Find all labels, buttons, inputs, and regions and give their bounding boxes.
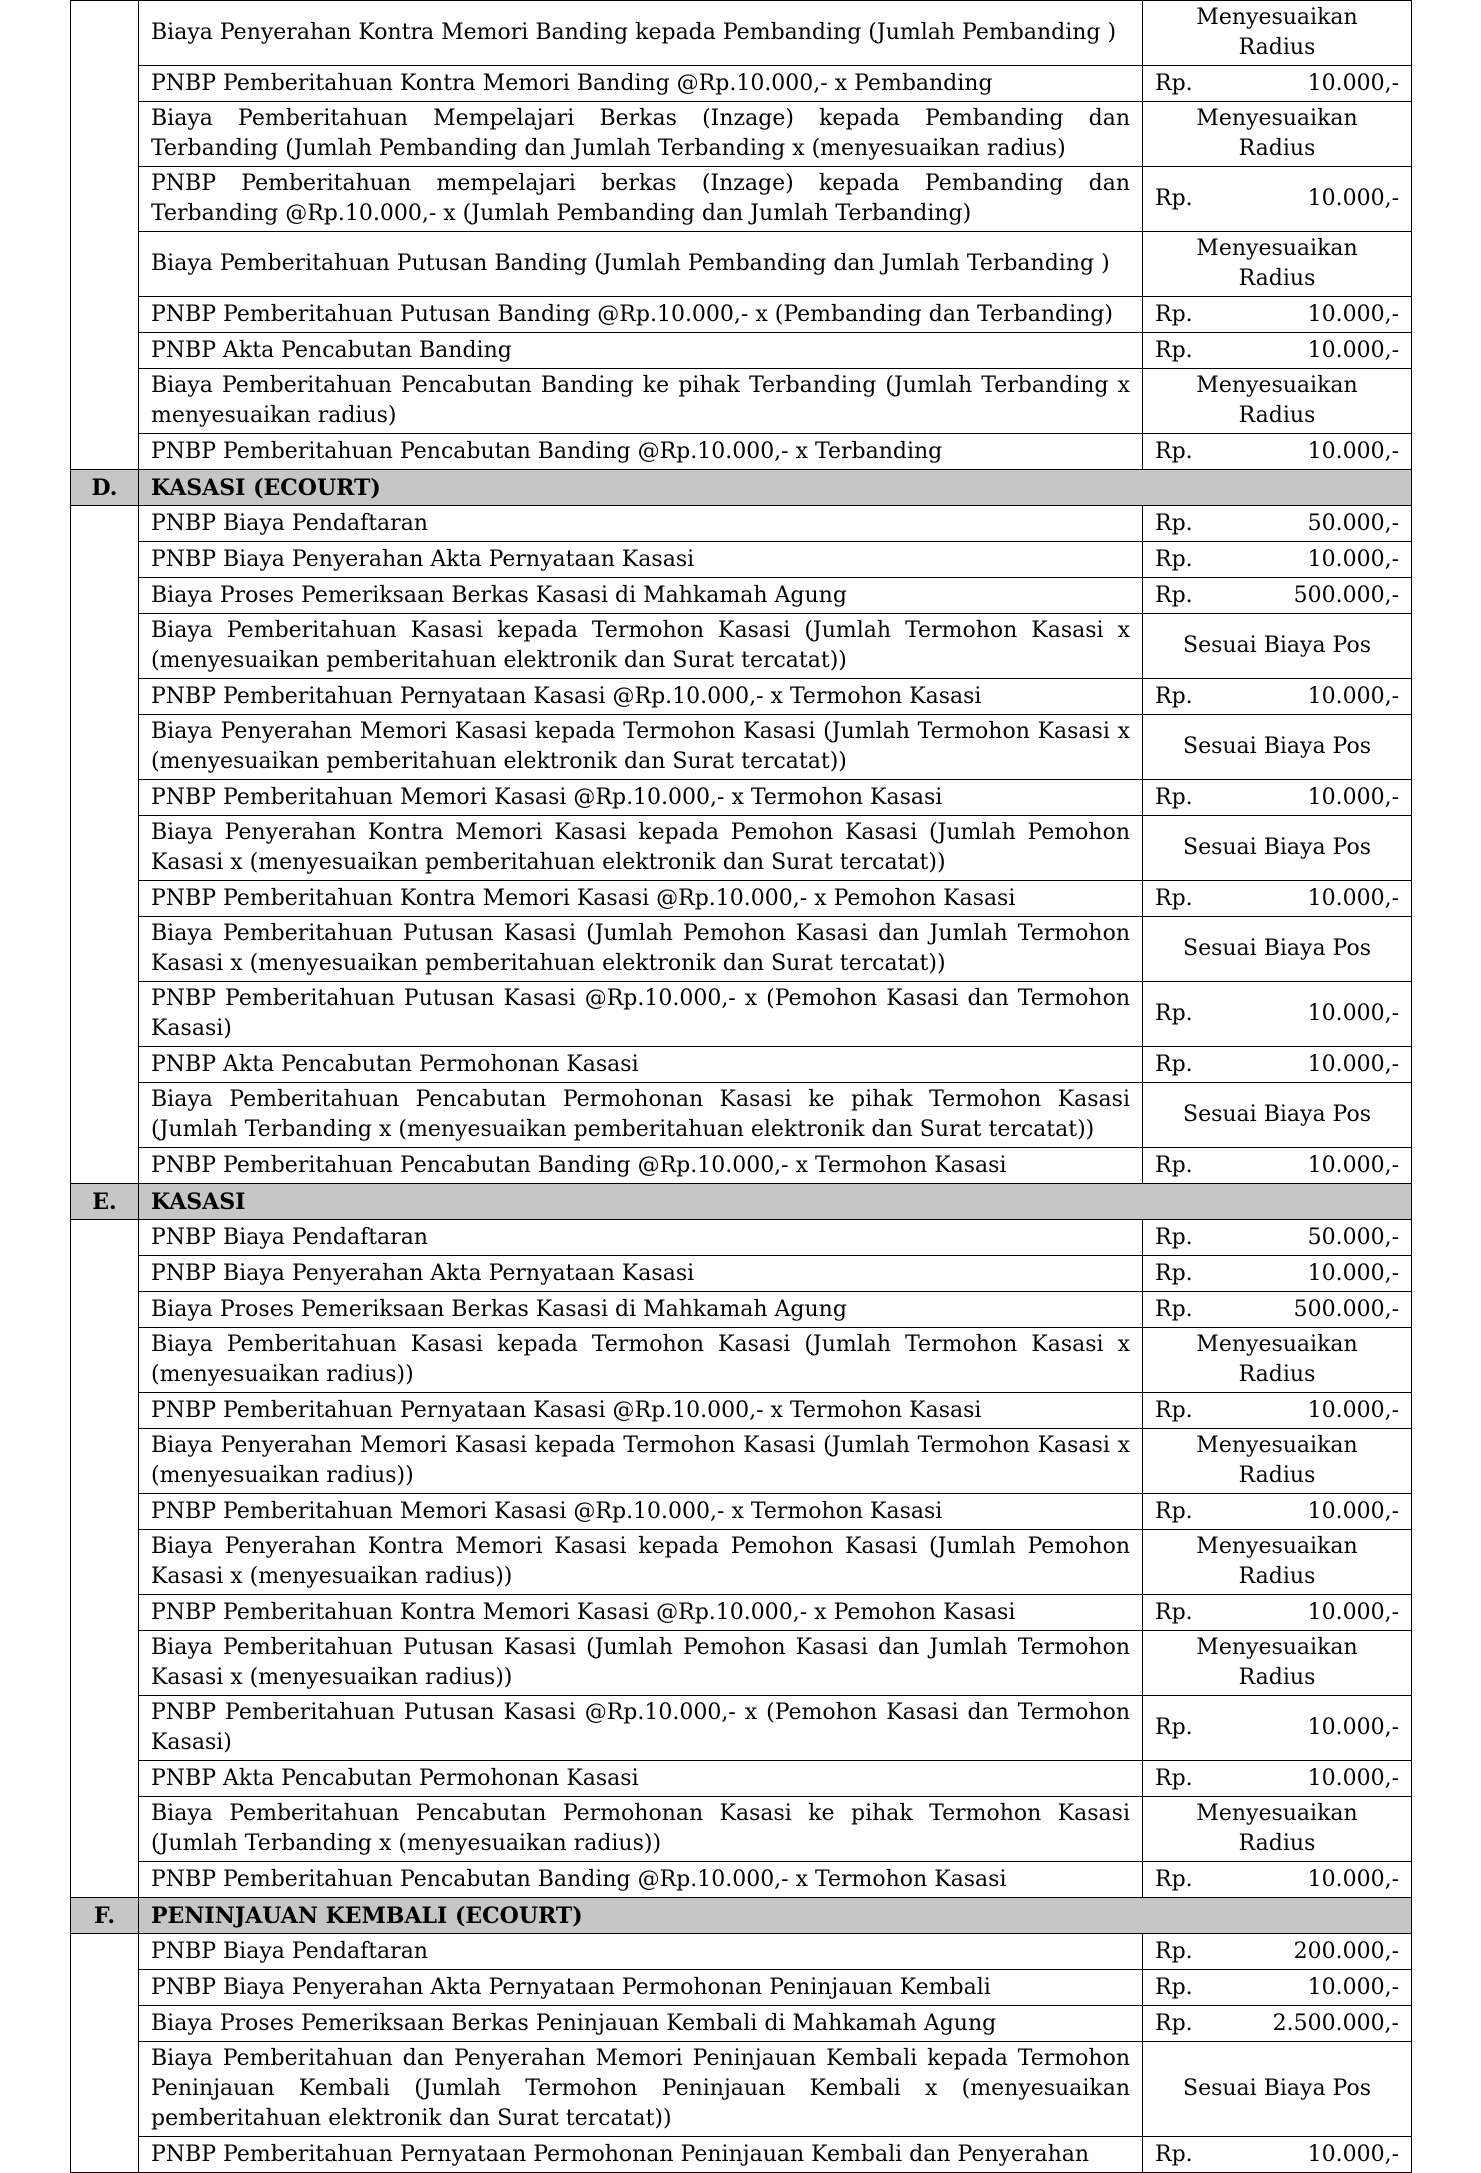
fee-amount-cell — [1143, 506, 1412, 542]
section-indent-cell — [71, 1220, 139, 1898]
currency-label: Rp. — [1155, 70, 1193, 96]
fee-note: Sesuai Biaya Pos — [1143, 715, 1412, 780]
fee-description: PNBP Pemberitahuan Pencabutan Banding @Rp.10.000,- x Termohon Kasasi — [139, 1862, 1143, 1898]
fee-note: Menyesuaikan Radius — [1143, 232, 1412, 297]
fee-description: PNBP Pemberitahuan Pernyataan Kasasi @Rp.10.000,- x Termohon Kasasi — [139, 679, 1143, 715]
fee-amount-cell — [1143, 167, 1412, 232]
section-title: KASASI (ECOURT) — [139, 470, 1412, 506]
fee-table — [70, 0, 1412, 2173]
fee-note: Sesuai Biaya Pos — [1143, 2042, 1412, 2137]
fee-amount — [1155, 69, 1399, 99]
fee-amount — [1155, 1865, 1399, 1895]
fee-note: Menyesuaikan Radius — [1143, 369, 1412, 434]
fee-amount — [1155, 783, 1399, 813]
fee-amount — [1155, 1396, 1399, 1426]
fee-amount-cell — [1143, 679, 1412, 715]
section-indent-cell — [71, 506, 139, 1184]
fee-description: PNBP Pemberitahuan Putusan Kasasi @Rp.10.000,- x (Pemohon Kasasi dan Termohon Kasasi) — [139, 1696, 1143, 1761]
fee-amount — [1155, 682, 1399, 712]
amount-value: 500.000,- — [1293, 1296, 1399, 1322]
amount-value: 10.000,- — [1307, 438, 1399, 464]
fee-note: Menyesuaikan Radius — [1143, 1, 1412, 66]
fee-amount — [1155, 1598, 1399, 1628]
fee-description: PNBP Biaya Pendaftaran — [139, 1220, 1143, 1256]
fee-note: Sesuai Biaya Pos — [1143, 816, 1412, 881]
amount-value: 10.000,- — [1307, 546, 1399, 572]
table-row — [71, 434, 1412, 470]
fee-amount — [1155, 184, 1399, 214]
fee-amount-cell — [1143, 1393, 1412, 1429]
fee-description: Biaya Penyerahan Kontra Memori Kasasi kepada Pemohon Kasasi (Jumlah Pemohon Kasasi x (menyesuaikan radius)) — [139, 1530, 1143, 1595]
fee-description: Biaya Penyerahan Kontra Memori Banding kepada Pembanding (Jumlah Pembanding ) — [139, 1, 1143, 66]
fee-amount-cell — [1143, 1761, 1412, 1797]
fee-description: Biaya Pemberitahuan Kasasi kepada Termohon Kasasi (Jumlah Termohon Kasasi x (menyesuaikan radius)) — [139, 1328, 1143, 1393]
table-row — [71, 1083, 1412, 1148]
fee-description: PNBP Pemberitahuan Pernyataan Kasasi @Rp.10.000,- x Termohon Kasasi — [139, 1393, 1143, 1429]
section-letter: E. — [71, 1184, 139, 1220]
fee-amount-cell — [1143, 1047, 1412, 1083]
fee-description: Biaya Pemberitahuan Pencabutan Permohonan Kasasi ke pihak Termohon Kasasi (Jumlah Terbanding x (menyesuaikan radius)) — [139, 1797, 1143, 1862]
fee-amount-cell — [1143, 1696, 1412, 1761]
amount-value: 10.000,- — [1307, 1051, 1399, 1077]
table-row — [71, 167, 1412, 232]
currency-label: Rp. — [1155, 1866, 1193, 1892]
fee-amount — [1155, 1151, 1399, 1181]
table-row — [71, 982, 1412, 1047]
amount-value: 10.000,- — [1307, 784, 1399, 810]
currency-label: Rp. — [1155, 784, 1193, 810]
amount-value: 10.000,- — [1307, 1260, 1399, 1286]
fee-amount-cell — [1143, 2006, 1412, 2042]
fee-description: PNBP Pemberitahuan Kontra Memori Kasasi @Rp.10.000,- x Pemohon Kasasi — [139, 881, 1143, 917]
fee-amount — [1155, 1050, 1399, 1080]
amount-value: 10.000,- — [1307, 1866, 1399, 1892]
fee-amount-cell — [1143, 1148, 1412, 1184]
amount-value: 10.000,- — [1307, 1498, 1399, 1524]
fee-amount — [1155, 1713, 1399, 1743]
fee-description: Biaya Proses Pemeriksaan Berkas Kasasi di Mahkamah Agung — [139, 1292, 1143, 1328]
section-letter: D. — [71, 470, 139, 506]
fee-description: Biaya Penyerahan Memori Kasasi kepada Termohon Kasasi (Jumlah Termohon Kasasi x (menyesuaikan pemberitahuan elektronik dan Surat tercatat)) — [139, 715, 1143, 780]
currency-label: Rp. — [1155, 683, 1193, 709]
fee-description: Biaya Pemberitahuan Pencabutan Banding ke pihak Terbanding (Jumlah Terbanding x menyesuaikan radius) — [139, 369, 1143, 434]
currency-label: Rp. — [1155, 1765, 1193, 1791]
currency-label: Rp. — [1155, 582, 1193, 608]
fee-amount — [1155, 2140, 1399, 2170]
fee-description: Biaya Pemberitahuan Kasasi kepada Termohon Kasasi (Jumlah Termohon Kasasi x (menyesuaikan pemberitahuan elektronik dan Surat tercatat)) — [139, 614, 1143, 679]
fee-description: PNBP Biaya Penyerahan Akta Pernyataan Permohonan Peninjauan Kembali — [139, 1970, 1143, 2006]
amount-value: 10.000,- — [1307, 2141, 1399, 2167]
amount-value: 10.000,- — [1307, 186, 1399, 211]
fee-amount-cell — [1143, 542, 1412, 578]
fee-note: Menyesuaikan Radius — [1143, 1429, 1412, 1494]
table-row — [71, 1970, 1412, 2006]
table-row — [71, 578, 1412, 614]
fee-description: PNBP Pemberitahuan Putusan Banding @Rp.10.000,- x (Pembanding dan Terbanding) — [139, 297, 1143, 333]
fee-amount-cell — [1143, 1595, 1412, 1631]
table-row — [71, 506, 1412, 542]
fee-description: Biaya Pemberitahuan Putusan Kasasi (Jumlah Pemohon Kasasi dan Jumlah Termohon Kasasi x (menyesuaikan pemberitahuan elektronik dan Surat tercatat)) — [139, 917, 1143, 982]
currency-label: Rp. — [1155, 2010, 1193, 2036]
fee-amount — [1155, 300, 1399, 330]
section-indent-cell — [71, 1934, 139, 2173]
currency-label: Rp. — [1155, 337, 1193, 363]
fee-description: Biaya Pemberitahuan dan Penyerahan Memori Peninjauan Kembali kepada Termohon Peninjauan Kembali (Jumlah Termohon Peninjauan Kembali x (menyesuaikan pemberitahuan elektronik dan Surat tercatat)) — [139, 2042, 1143, 2137]
currency-label: Rp. — [1155, 1498, 1193, 1524]
fee-amount-cell — [1143, 333, 1412, 369]
currency-label: Rp. — [1155, 1296, 1193, 1322]
section-indent-cell — [71, 1, 139, 470]
amount-value: 10.000,- — [1307, 683, 1399, 709]
table-row — [71, 2042, 1412, 2137]
fee-amount-cell — [1143, 1934, 1412, 1970]
table-row — [71, 816, 1412, 881]
currency-label: Rp. — [1155, 1051, 1193, 1077]
fee-amount-cell — [1143, 1862, 1412, 1898]
fee-description: PNBP Biaya Pendaftaran — [139, 1934, 1143, 1970]
fee-description: PNBP Biaya Penyerahan Akta Pernyataan Kasasi — [139, 542, 1143, 578]
amount-value: 10.000,- — [1307, 1974, 1399, 2000]
table-row — [71, 1494, 1412, 1530]
fee-description: PNBP Biaya Pendaftaran — [139, 506, 1143, 542]
fee-note: Menyesuaikan Radius — [1143, 1530, 1412, 1595]
currency-label: Rp. — [1155, 1224, 1193, 1250]
currency-label: Rp. — [1155, 546, 1193, 572]
amount-value: 10.000,- — [1307, 1599, 1399, 1625]
fee-amount-cell — [1143, 2137, 1412, 2173]
fee-amount — [1155, 581, 1399, 611]
table-row — [71, 297, 1412, 333]
fee-amount-cell — [1143, 780, 1412, 816]
table-row — [71, 881, 1412, 917]
table-row — [71, 1862, 1412, 1898]
currency-label: Rp. — [1155, 301, 1193, 327]
table-row — [71, 1393, 1412, 1429]
table-row — [71, 1631, 1412, 1696]
table-row — [71, 1148, 1412, 1184]
amount-value: 50.000,- — [1307, 510, 1399, 536]
fee-amount — [1155, 1497, 1399, 1527]
fee-description: Biaya Proses Pemeriksaan Berkas Kasasi di Mahkamah Agung — [139, 578, 1143, 614]
section-title: KASASI — [139, 1184, 1412, 1220]
fee-amount — [1155, 1764, 1399, 1794]
fee-description: Biaya Penyerahan Kontra Memori Kasasi kepada Pemohon Kasasi (Jumlah Pemohon Kasasi x (menyesuaikan pemberitahuan elektronik dan Surat tercatat)) — [139, 816, 1143, 881]
fee-amount-cell — [1143, 1970, 1412, 2006]
currency-label: Rp. — [1155, 1599, 1193, 1625]
table-row — [71, 917, 1412, 982]
fee-amount-cell — [1143, 434, 1412, 470]
fee-description: PNBP Pemberitahuan Kontra Memori Kasasi @Rp.10.000,- x Pemohon Kasasi — [139, 1595, 1143, 1631]
fee-note: Menyesuaikan Radius — [1143, 1631, 1412, 1696]
fee-amount-cell — [1143, 1292, 1412, 1328]
fee-amount-cell — [1143, 1494, 1412, 1530]
table-row — [71, 679, 1412, 715]
fee-note: Sesuai Biaya Pos — [1143, 1083, 1412, 1148]
section-header-row — [71, 1184, 1412, 1220]
fee-amount-cell — [1143, 881, 1412, 917]
table-row — [71, 715, 1412, 780]
amount-value: 10.000,- — [1307, 337, 1399, 363]
fee-amount — [1155, 336, 1399, 366]
fee-amount-cell — [1143, 297, 1412, 333]
fee-description: PNBP Pemberitahuan Pencabutan Banding @Rp.10.000,- x Termohon Kasasi — [139, 1148, 1143, 1184]
amount-value: 10.000,- — [1307, 885, 1399, 911]
currency-label: Rp. — [1155, 186, 1193, 211]
fee-amount-cell — [1143, 982, 1412, 1047]
table-row — [71, 1934, 1412, 1970]
currency-label: Rp. — [1155, 1397, 1193, 1423]
fee-amount-cell — [1143, 578, 1412, 614]
fee-description: PNBP Pemberitahuan Pernyataan Permohonan Peninjauan Kembali dan Penyerahan — [139, 2137, 1143, 2173]
table-row — [71, 1292, 1412, 1328]
fee-note: Sesuai Biaya Pos — [1143, 917, 1412, 982]
table-row — [71, 1595, 1412, 1631]
fee-note: Menyesuaikan Radius — [1143, 102, 1412, 167]
currency-label: Rp. — [1155, 885, 1193, 911]
table-row — [71, 66, 1412, 102]
fee-description: Biaya Pemberitahuan Mempelajari Berkas (Inzage) kepada Pembanding dan Terbanding (Jumlah Pembanding dan Jumlah Terbanding x (menyesuaikan radius) — [139, 102, 1143, 167]
currency-label: Rp. — [1155, 2141, 1193, 2167]
fee-description: PNBP Akta Pencabutan Banding — [139, 333, 1143, 369]
fee-note: Menyesuaikan Radius — [1143, 1328, 1412, 1393]
currency-label: Rp. — [1155, 1974, 1193, 2000]
fee-description: Biaya Pemberitahuan Pencabutan Permohonan Kasasi ke pihak Termohon Kasasi (Jumlah Terbanding x (menyesuaikan pemberitahuan elektronik dan Surat tercatat)) — [139, 1083, 1143, 1148]
fee-amount — [1155, 545, 1399, 575]
fee-amount-cell — [1143, 66, 1412, 102]
currency-label: Rp. — [1155, 510, 1193, 536]
fee-amount — [1155, 1973, 1399, 2003]
fee-amount — [1155, 884, 1399, 914]
section-letter: F. — [71, 1898, 139, 1934]
amount-value: 50.000,- — [1307, 1224, 1399, 1250]
table-row — [71, 1530, 1412, 1595]
fee-note: Sesuai Biaya Pos — [1143, 614, 1412, 679]
amount-value: 10.000,- — [1307, 1397, 1399, 1423]
fee-description: PNBP Akta Pencabutan Permohonan Kasasi — [139, 1047, 1143, 1083]
table-row — [71, 1220, 1412, 1256]
currency-label: Rp. — [1155, 1715, 1193, 1740]
table-row — [71, 1256, 1412, 1292]
table-row — [71, 2137, 1412, 2173]
fee-amount — [1155, 1937, 1399, 1967]
fee-amount — [1155, 1223, 1399, 1253]
fee-amount-cell — [1143, 1256, 1412, 1292]
table-row — [71, 1328, 1412, 1393]
fee-amount — [1155, 999, 1399, 1029]
fee-note: Menyesuaikan Radius — [1143, 1797, 1412, 1862]
table-row — [71, 369, 1412, 434]
table-row — [71, 1696, 1412, 1761]
amount-value: 2.500.000,- — [1272, 2010, 1399, 2036]
fee-description: PNBP Pemberitahuan Memori Kasasi @Rp.10.000,- x Termohon Kasasi — [139, 1494, 1143, 1530]
table-row — [71, 542, 1412, 578]
currency-label: Rp. — [1155, 1260, 1193, 1286]
fee-description: PNBP Pemberitahuan mempelajari berkas (Inzage) kepada Pembanding dan Terbanding @Rp.10.000,- x (Jumlah Pembanding dan Jumlah Terbanding) — [139, 167, 1143, 232]
amount-value: 200.000,- — [1293, 1938, 1399, 1964]
fee-description: Biaya Pemberitahuan Putusan Banding (Jumlah Pembanding dan Jumlah Terbanding ) — [139, 232, 1143, 297]
table-row — [71, 102, 1412, 167]
section-header-row — [71, 470, 1412, 506]
currency-label: Rp. — [1155, 1938, 1193, 1964]
table-row — [71, 333, 1412, 369]
table-row — [71, 232, 1412, 297]
currency-label: Rp. — [1155, 438, 1193, 464]
fee-description: PNBP Biaya Penyerahan Akta Pernyataan Kasasi — [139, 1256, 1143, 1292]
fee-description: Biaya Penyerahan Memori Kasasi kepada Termohon Kasasi (Jumlah Termohon Kasasi x (menyesuaikan radius)) — [139, 1429, 1143, 1494]
fee-description: PNBP Pemberitahuan Kontra Memori Banding @Rp.10.000,- x Pembanding — [139, 66, 1143, 102]
fee-amount — [1155, 437, 1399, 467]
fee-description: Biaya Pemberitahuan Putusan Kasasi (Jumlah Pemohon Kasasi dan Jumlah Termohon Kasasi x (menyesuaikan radius)) — [139, 1631, 1143, 1696]
amount-value: 10.000,- — [1307, 1715, 1399, 1740]
fee-description: PNBP Pemberitahuan Putusan Kasasi @Rp.10.000,- x (Pemohon Kasasi dan Termohon Kasasi) — [139, 982, 1143, 1047]
table-row — [71, 1047, 1412, 1083]
amount-value: 10.000,- — [1307, 1001, 1399, 1026]
table-row — [71, 614, 1412, 679]
fee-amount — [1155, 2009, 1399, 2039]
fee-amount-cell — [1143, 1220, 1412, 1256]
currency-label: Rp. — [1155, 1152, 1193, 1178]
fee-description: PNBP Pemberitahuan Memori Kasasi @Rp.10.000,- x Termohon Kasasi — [139, 780, 1143, 816]
fee-amount — [1155, 1259, 1399, 1289]
table-row — [71, 780, 1412, 816]
amount-value: 500.000,- — [1293, 582, 1399, 608]
fee-description: Biaya Proses Pemeriksaan Berkas Peninjauan Kembali di Mahkamah Agung — [139, 2006, 1143, 2042]
amount-value: 10.000,- — [1307, 1765, 1399, 1791]
currency-label: Rp. — [1155, 1001, 1193, 1026]
fee-description: PNBP Pemberitahuan Pencabutan Banding @Rp.10.000,- x Terbanding — [139, 434, 1143, 470]
table-row — [71, 1429, 1412, 1494]
table-row — [71, 1797, 1412, 1862]
table-row — [71, 2006, 1412, 2042]
table-row — [71, 1, 1412, 66]
section-title: PENINJAUAN KEMBALI (ECOURT) — [139, 1898, 1412, 1934]
amount-value: 10.000,- — [1307, 70, 1399, 96]
fee-amount — [1155, 1295, 1399, 1325]
amount-value: 10.000,- — [1307, 301, 1399, 327]
amount-value: 10.000,- — [1307, 1152, 1399, 1178]
table-row — [71, 1761, 1412, 1797]
fee-amount — [1155, 509, 1399, 539]
fee-description: PNBP Akta Pencabutan Permohonan Kasasi — [139, 1761, 1143, 1797]
section-header-row — [71, 1898, 1412, 1934]
